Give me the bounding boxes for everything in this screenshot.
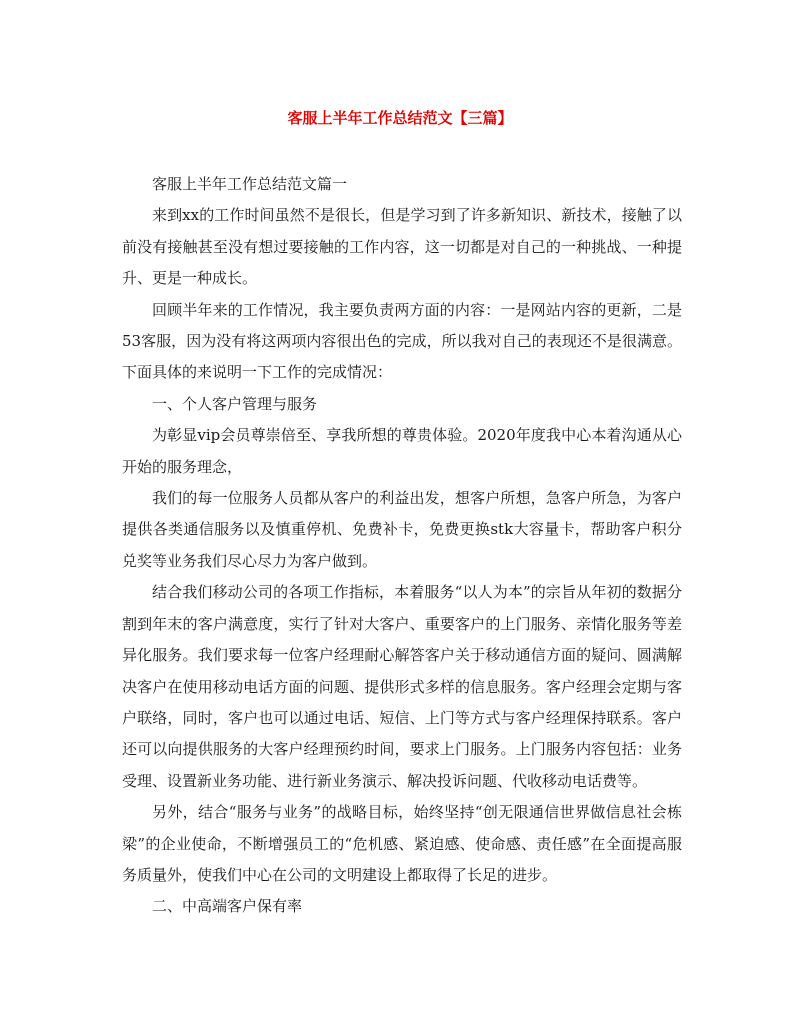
paragraph: 另外，结合“服务与业务”的战略目标，始终坚持“创无限通信世界做信息社会栋梁”的企业使命，不断增强员工的“危机感、紧迫感、使命感、责任感”在全面提高服务质量外，使我们中心在公司的文明建设上都取得了长足的进步。 xyxy=(122,803,682,884)
document-title: 客服上半年工作总结范文【三篇】 xyxy=(287,109,513,127)
document-body xyxy=(122,169,682,923)
paragraph: 结合我们移动公司的各项工作指标，本着服务“以人为本”的宗旨从年初的数据分割到年末的客户满意度，实行了针对大客户、重要客户的上门服务、亲情化服务等差异化服务。我们要求每一位客户经理耐心解答客户关于移动通信方面的疑问、圆满解决客户在使用移动电话方面的问题、提供形式多样的信息服务。客户经理会定期与客户联络，同时，客户也可以通过电话、短信、上门等方式与客户经理保持联系。客户还可以向提供服务的大客户经理预约时间，要求上门服务。上门服务内容包括：业务受理、设置新业务功能、进行新业务演示、解决投诉问题、代收移动电话费等。 xyxy=(122,583,682,790)
section-heading: 客服上半年工作总结范文篇一 xyxy=(152,175,348,193)
paragraph: 我们的每一位服务人员都从客户的利益出发，想客户所想，急客户所急，为客户提供各类通信服务以及慎重停机、免费补卡，免费更换stk大容量卡，帮助客户积分兑奖等业务我们尽心尽力为客户做到。 xyxy=(122,489,682,570)
section-heading: 二、中高端客户保有率 xyxy=(152,897,303,916)
paragraph: 来到xx的工作时间虽然不是很长，但是学习到了许多新知识、新技术，接触了以前没有接触甚至没有想过要接触的工作内容，这一切都是对自己的一种挑战、一种提升、更是一种成长。 xyxy=(122,206,682,288)
paragraph: 回顾半年来的工作情况，我主要负责两方面的内容：一是网站内容的更新，二是53客服，因为没有将这两项内容很出色的完成，所以我对自己的表现还不是很满意。下面具体的来说明一下工作的完成情况： xyxy=(122,300,682,382)
paragraph: 为彰显vip会员尊崇倍至、享我所想的尊贵体验。2020年度我中心本着沟通从心开始的服务理念， xyxy=(122,426,682,476)
section-heading: 一、个人客户管理与服务 xyxy=(152,394,318,413)
